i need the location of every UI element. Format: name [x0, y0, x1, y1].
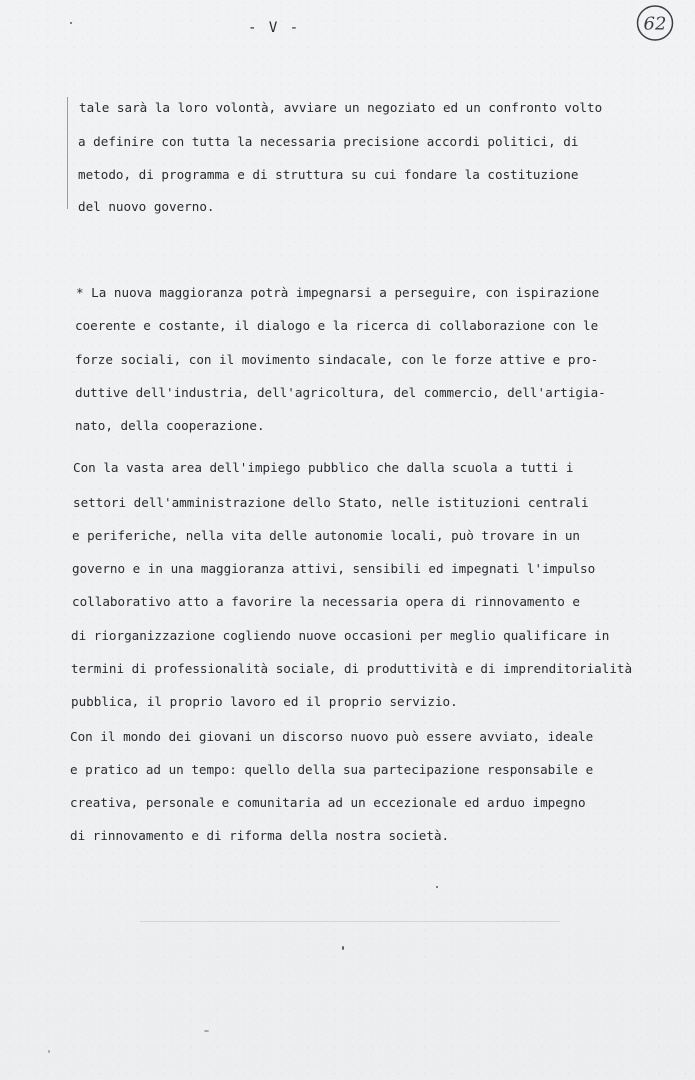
- text-line-p2-l1: * La nuova maggioranza potrà impegnarsi a perseguire, con ispirazione: [76, 285, 600, 300]
- text-line-p3-l6: di riorganizzazione cogliendo nuove occasioni per meglio qualificare in: [71, 628, 610, 643]
- text-line-p3-l1: Con la vasta area dell'impiego pubblico che dalla scuola a tutti i: [73, 460, 574, 475]
- scan-speck: [70, 22, 72, 24]
- stamp-number: 62: [643, 13, 667, 35]
- text-line-p3-l5: collaborativo atto a favorire la necessaria opera di rinnovamento e: [72, 594, 580, 609]
- page-stamp-circle: [635, 3, 675, 43]
- text-line-p4-l2: e pratico ad un tempo: quello della sua partecipazione responsabile e: [70, 762, 594, 777]
- text-line-p4-l3: creativa, personale e comunitaria ad un eccezionale ed arduo impegno: [70, 795, 586, 810]
- scan-speck: [436, 886, 438, 888]
- text-line-p3-l2: settori dell'amministrazione dello Stato, nelle istituzioni centrali: [73, 495, 589, 510]
- text-line-p3-l8: pubblica, il proprio lavoro ed il proprio servizio.: [71, 694, 458, 709]
- text-line-p4-l1: Con il mondo dei giovani un discorso nuovo può essere avviato, ideale: [70, 729, 594, 744]
- text-line-p1-l3: metodo, di programma e di struttura su cui fondare la costituzione: [78, 167, 579, 182]
- text-line-p3-l7: termini di professionalità sociale, di produttività e di imprenditorialità: [71, 661, 633, 676]
- text-line-p3-l4: governo e in una maggioranza attivi, sensibili ed impegnati l'impulso: [72, 561, 596, 576]
- scan-speck: [48, 1050, 50, 1053]
- text-line-p1-l2: a definire con tutta la necessaria precisione accordi politici, di: [78, 134, 579, 149]
- text-line-p2-l2: coerente e costante, il dialogo e la ricerca di collaborazione con le: [75, 318, 599, 333]
- text-line-p1-l1: tale sarà la loro volontà, avviare un negoziato ed un confronto volto: [79, 100, 603, 115]
- scan-artifact-line: [140, 921, 560, 922]
- page-number: - V -: [248, 20, 301, 36]
- margin-mark: [67, 97, 68, 209]
- scan-speck: [204, 1030, 209, 1032]
- scan-speck: [342, 946, 344, 950]
- text-line-p3-l3: e periferiche, nella vita delle autonomie locali, può trovare in un: [72, 528, 580, 543]
- text-line-p2-l4: duttive dell'industria, dell'agricoltura, del commercio, dell'artigia-: [75, 385, 606, 400]
- text-line-p4-l4: di rinnovamento e di riforma della nostra società.: [70, 828, 450, 843]
- text-line-p2-l3: forze sociali, con il movimento sindacale, con le forze attive e pro-: [75, 352, 599, 367]
- text-line-p1-l4: del nuovo governo.: [78, 199, 215, 214]
- text-line-p2-l5: nato, della cooperazione.: [75, 418, 265, 433]
